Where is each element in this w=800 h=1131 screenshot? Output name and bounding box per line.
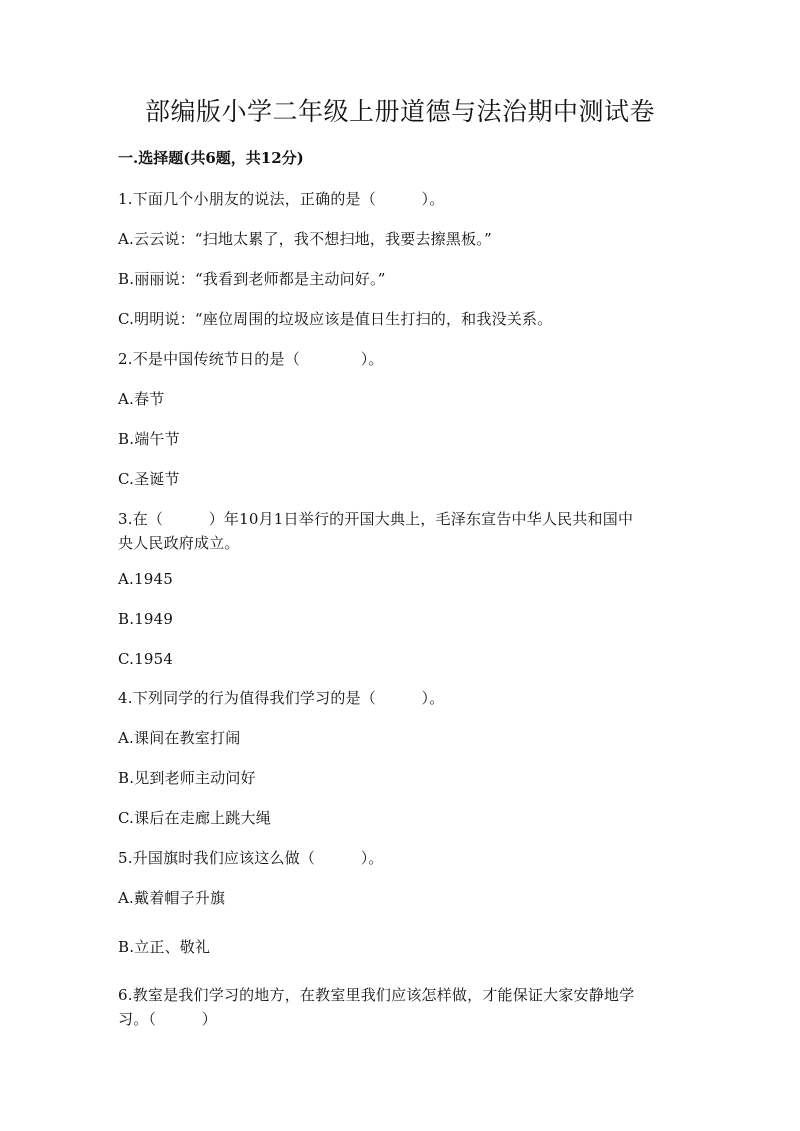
section-heading: 一.选择题(共6题，共12分) — [118, 149, 304, 167]
question-1-option-c: C.明明说：“座位周围的垃圾应该是值日生打扫的，和我没关系。 — [118, 310, 553, 328]
page-title: 部编版小学二年级上册道德与法治期中测试卷 — [144, 97, 655, 126]
question-3-option-a: A.1945 — [118, 570, 173, 588]
question-2-option-c: C.圣诞节 — [118, 470, 180, 488]
question-1-stem: 1.下面几个小朋友的说法，正确的是（ ）。 — [118, 190, 445, 208]
question-6-stem-line-2: 习。（ ） — [118, 1010, 217, 1028]
question-4-stem: 4.下列同学的行为值得我们学习的是（ ）。 — [118, 689, 445, 707]
question-3-option-b: B.1949 — [118, 610, 174, 628]
question-4-option-b: B.见到老师主动问好 — [118, 769, 256, 787]
question-5-option-b: B.立正、敬礼 — [118, 938, 211, 956]
question-2-option-a: A.春节 — [118, 390, 165, 408]
question-5-stem: 5.升国旗时我们应该这么做（ ）。 — [118, 849, 384, 867]
question-3-stem-line-1: 3.在（ ）年10月1日举行的开国大典上，毛泽东宣告中华人民共和国中 — [118, 510, 634, 528]
question-1-option-a: A.云云说：“扫地太累了，我不想扫地，我要去擦黑板。” — [118, 230, 492, 248]
question-2-stem: 2.不是中国传统节日的是（ ）。 — [118, 350, 384, 368]
question-4-option-c: C.课后在走廊上跳大绳 — [118, 809, 271, 827]
question-3-stem-line-2: 央人民政府成立。 — [118, 534, 240, 552]
question-2-option-b: B.端午节 — [118, 430, 180, 448]
question-1-option-b: B.丽丽说：“我看到老师都是主动问好。” — [118, 270, 386, 288]
question-6-stem-line-1: 6.教室是我们学习的地方，在教室里我们应该怎样做，才能保证大家安静地学 — [118, 986, 635, 1004]
question-5-option-a: A.戴着帽子升旗 — [118, 889, 226, 907]
question-3-option-c: C.1954 — [118, 650, 174, 668]
question-4-option-a: A.课间在教室打闹 — [118, 729, 241, 747]
